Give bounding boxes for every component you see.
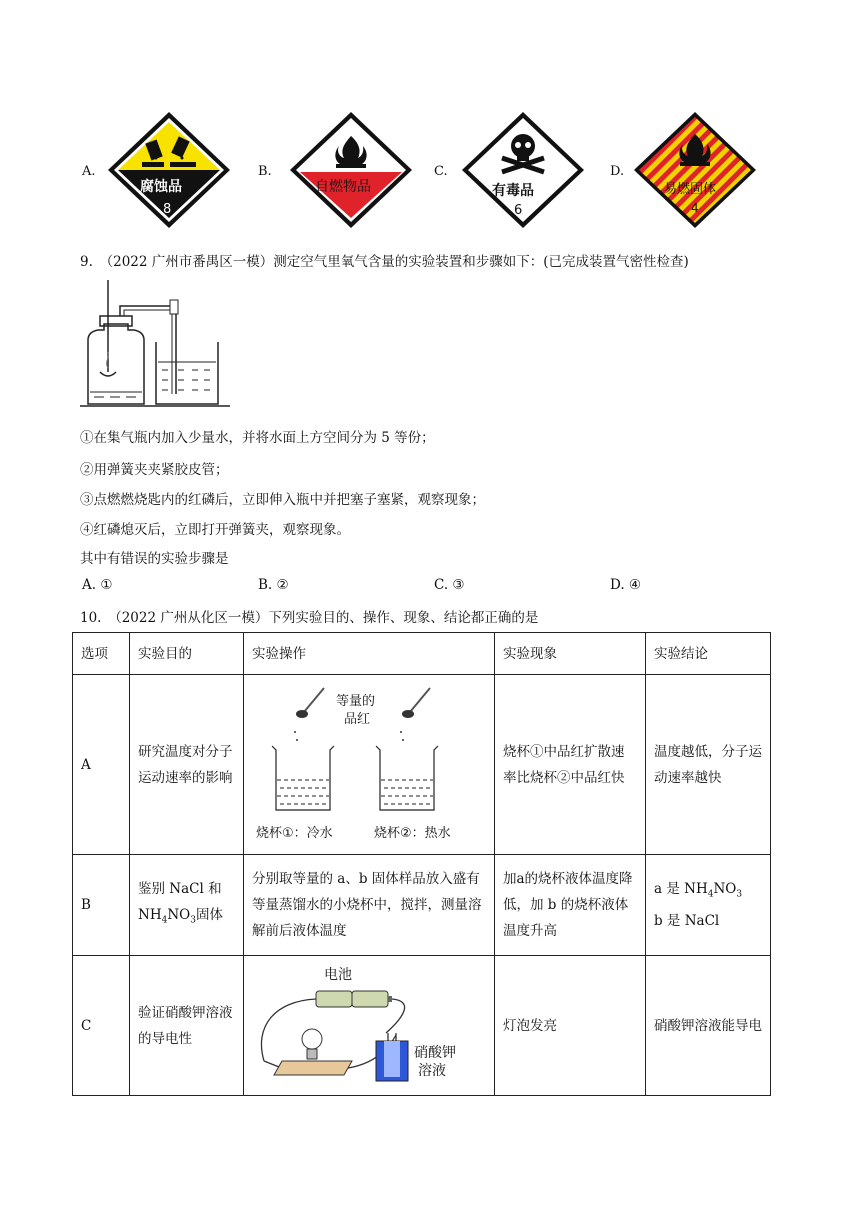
q9-question: 其中有错误的实验步骤是 [80, 551, 229, 567]
option-a-letter: A. [82, 164, 96, 179]
fig-label-kno3: 硝酸钾 [414, 1044, 456, 1061]
q9-option-a: A. ① [82, 577, 113, 593]
oxygen-apparatus-figure [80, 276, 230, 410]
q9-stem: 9. （2022 广州市番禺区一模）测定空气里氧气含量的实验装置和步骤如下：(已完成装置气密性检查) [80, 254, 689, 270]
row-b-operation: 分别取等量的 a、b 固体样品放入盛有等量蒸馏水的小烧杯中，搅拌，测量溶解前后液体温度 [252, 871, 482, 939]
row-a-option: A [73, 675, 130, 855]
table-row [73, 675, 771, 855]
corrosive-sign-number: 8 [163, 202, 172, 217]
row-b-purpose-line1: 鉴别 NaCl 和 [138, 881, 222, 898]
conductivity-circuit-figure [244, 957, 494, 1095]
row-c-option: C [73, 956, 130, 1096]
q9-step-4: ④红磷熄灭后，立即打开弹簧夹，观察现象。 [80, 522, 350, 538]
q9-option-b: B. ② [258, 577, 289, 593]
flammable-sign-number: 4 [691, 201, 699, 215]
toxic-sign-number: 6 [514, 203, 523, 218]
spontaneous-combustion-sign [286, 108, 416, 232]
header-conclusion: 实验结论 [646, 633, 771, 675]
diffusion-figure [244, 676, 494, 854]
table-row [73, 956, 771, 1096]
q10-stem: 10. （2022 广州从化区一模）下列实验目的、操作、现象、结论都正确的是 [80, 610, 539, 626]
row-c-phenomenon: 灯泡发亮 [503, 1017, 557, 1034]
corrosive-sign-text: 腐蚀品 [140, 179, 182, 195]
header-operation: 实验操作 [244, 633, 495, 675]
row-b-conclusion-line1: a 是 $NH_4NO_3$ [654, 881, 743, 900]
q9-step-3: ③点燃燃烧匙内的红磷后，立即伸入瓶中并把塞子塞紧，观察现象； [80, 492, 485, 508]
header-purpose: 实验目的 [130, 633, 244, 675]
q9-option-c: C. ③ [434, 577, 465, 593]
header-phenomenon: 实验现象 [495, 633, 646, 675]
toxic-hazard-sign [458, 108, 588, 232]
fig-label-solution: 溶液 [418, 1062, 446, 1079]
header-option: 选项 [73, 633, 130, 675]
q10-table [72, 632, 771, 1096]
spontaneous-sign-text: 自燃物品 [315, 179, 371, 195]
row-b-conclusion-line2: b 是 NaCl [654, 912, 720, 929]
fig-label-pinkred: 品红 [344, 711, 371, 727]
row-c-conclusion: 硝酸钾溶液能导电 [654, 1017, 762, 1034]
option-b-letter: B. [258, 164, 272, 179]
table-header-row [73, 633, 771, 675]
row-b-option: B [73, 855, 130, 956]
row-c-purpose: 验证硝酸钾溶液的导电性 [138, 1004, 233, 1047]
fig-label-hot-water: 烧杯②：热水 [374, 825, 451, 841]
row-a-phenomenon: 烧杯①中品红扩散速率比烧杯②中品红快 [503, 743, 625, 786]
row-a-purpose: 研究温度对分子运动速率的影响 [138, 743, 233, 786]
table-row [73, 855, 771, 956]
q9-step-1: ①在集气瓶内加入少量水，并将水面上方空间分为 5 等份； [80, 430, 435, 446]
row-b-purpose-line2: $NH_4NO_3$固体 [138, 907, 223, 926]
fig-label-cold-water: 烧杯①：冷水 [256, 825, 333, 841]
row-a-conclusion: 温度越低，分子运动速率越快 [654, 743, 762, 786]
fig-label-equal-amount: 等量的 [336, 693, 376, 709]
q9-step-2: ②用弹簧夹夹紧胶皮管； [80, 462, 229, 478]
row-b-phenomenon: 加a的烧杯液体温度降低，加 b 的烧杯液体温度升高 [503, 871, 633, 939]
option-d-letter: D. [610, 164, 625, 179]
fig-label-battery: 电池 [324, 966, 352, 983]
toxic-sign-text: 有毒品 [492, 183, 534, 199]
option-c-letter: C. [434, 164, 448, 179]
q9-option-d: D. ④ [610, 577, 642, 593]
flammable-sign-text: 易燃固体 [664, 182, 717, 197]
